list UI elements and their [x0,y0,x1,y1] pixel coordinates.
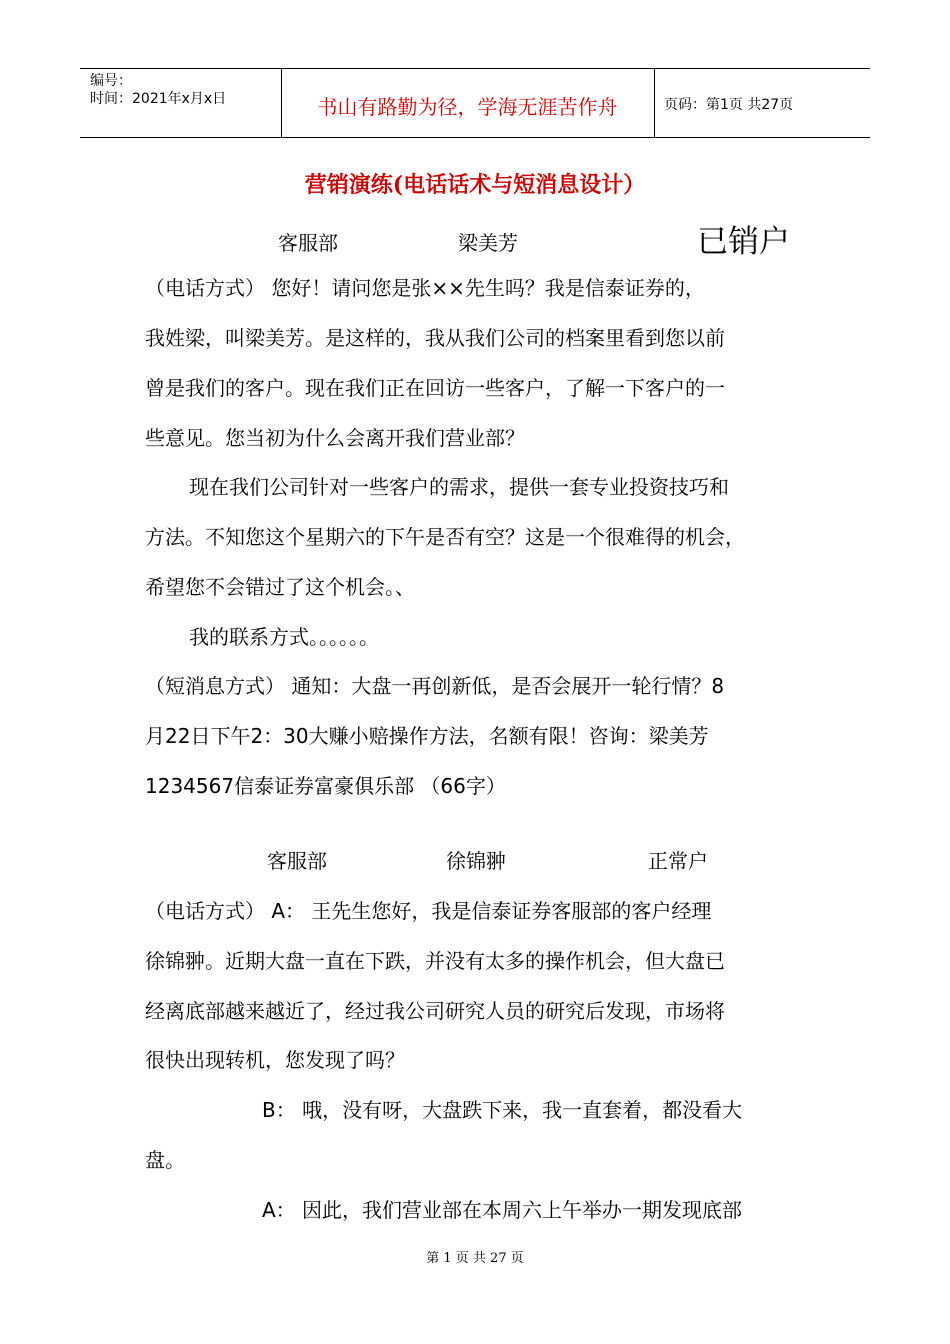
header-left-cell [80,69,282,137]
header-middle-cell [281,69,655,137]
section2-status: 正常户 [648,849,708,873]
section1-status: 已销户 [697,224,790,260]
time-label: 时间：2021年x月x日 [90,91,227,107]
section2-name: 徐锦翀 [446,849,506,873]
document-title: 营销演练(电话话术与短消息设计） [304,172,646,198]
page-footer: 第 1 页 共 27 页 [426,1251,524,1266]
paragraph-line: （电话方式） 您好！请问您是张××先生吗？我是信泰证券的， [145,276,705,300]
number-label: 编号： [90,73,132,89]
paragraph-line: （电话方式） A： 王先生您好，我是信泰证券客服部的客户经理 [145,899,712,923]
page-info: 页码：第1页 共27页 [664,97,794,113]
header-right-cell [655,69,870,137]
paragraph-line: 方法。不知您这个星期六的下午是否有空？这是一个很难得的机会， [145,525,745,549]
paragraph-line: 盘。 [145,1148,185,1172]
paragraph-line: 曾是我们的客户。现在我们正在回访一些客户，了解一下客户的一 [145,376,725,400]
motto: 书山有路勤为径，学海无涯苦作舟 [317,95,618,119]
paragraph-line: 很快出现转机，您发现了吗？ [145,1048,405,1072]
paragraph-line: 月22日下午2：30大赚小赔操作方法，名额有限！咨询：梁美芳 [145,724,709,748]
section1-name: 梁美芳 [458,231,518,255]
paragraph-line: 我的联系方式。。。。。。 [189,625,379,649]
paragraph-line: 经离底部越来越近了，经过我公司研究人员的研究后发现，市场将 [145,999,725,1023]
section1-dept: 客服部 [278,231,338,255]
paragraph-line: 我姓梁，叫梁美芳。是这样的，我从我们公司的档案里看到您以前 [145,326,725,350]
paragraph-line: 现在我们公司针对一些客户的需求，提供一套专业投资技巧和 [189,475,729,499]
paragraph-line: 1234567信泰证券富豪俱乐部 （66字） [145,774,506,798]
header-table [80,68,870,138]
paragraph-line: B： 哦，没有呀，大盘跌下来，我一直套着，都没看大 [262,1098,743,1122]
section2-dept: 客服部 [267,849,327,873]
paragraph-line: （短消息方式） 通知：大盘一再创新低，是否会展开一轮行情？8 [145,674,725,698]
paragraph-line: 些意见。您当初为什么会离开我们营业部？ [145,426,525,450]
paragraph-line: A： 因此，我们营业部在本周六上午举办一期发现底部 [262,1198,743,1222]
paragraph-line: 希望您不会错过了这个机会。、 [145,575,415,599]
paragraph-line: 徐锦翀。近期大盘一直在下跌，并没有太多的操作机会，但大盘已 [145,949,725,973]
